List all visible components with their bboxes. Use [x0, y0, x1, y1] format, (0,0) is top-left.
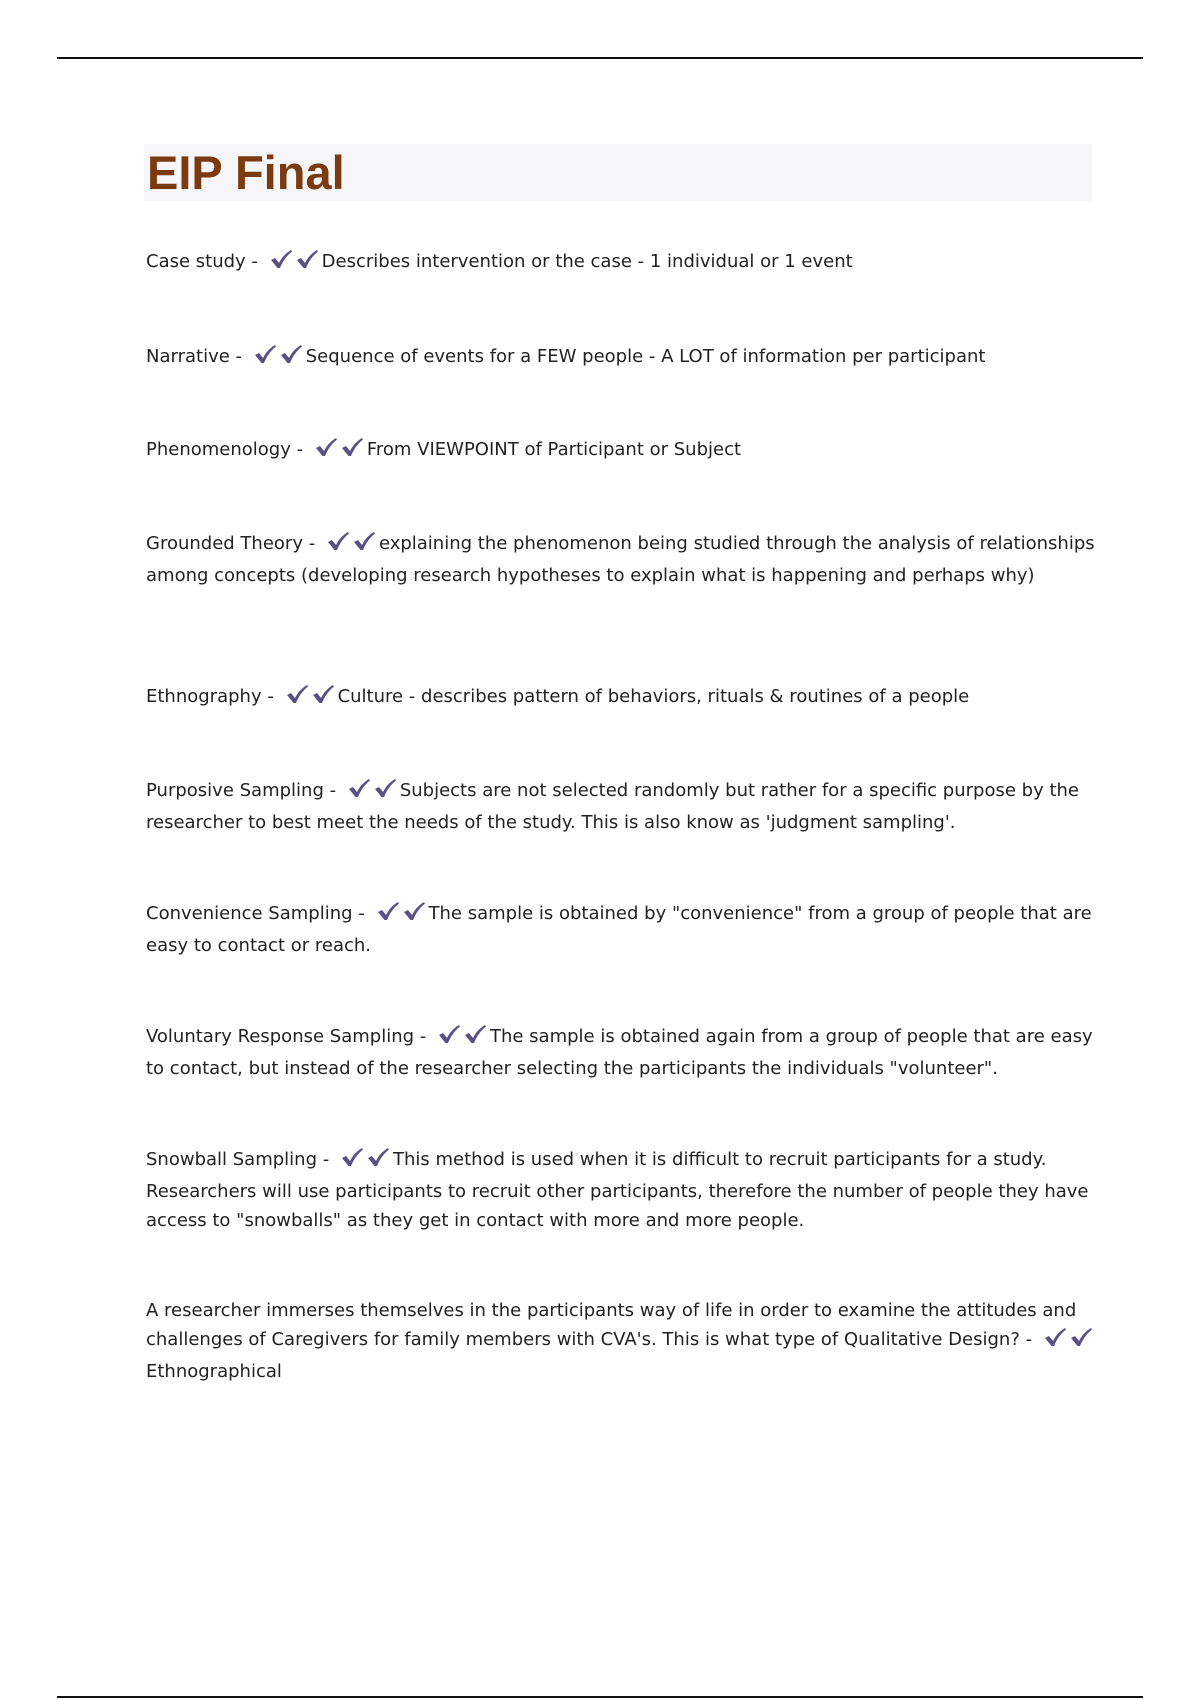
- entry-definition: explaining the phenomenon being studied through the analysis of relationships among concepts (developing research hypotheses to explain what is happening and perhaps why): [146, 533, 1095, 586]
- check-icon: [325, 530, 351, 552]
- check-icon: [310, 683, 336, 705]
- entry-definition: The sample is obtained by "convenience" from a group of people that are easy to contact or reach.: [146, 903, 1092, 956]
- entry-term: Case study: [146, 251, 246, 272]
- entry-separator: -: [323, 780, 342, 801]
- check-icon: [252, 343, 278, 365]
- double-check-icon: [268, 248, 320, 279]
- entry-definition: Ethnographical: [146, 1361, 282, 1382]
- entry-term: Narrative: [146, 346, 230, 367]
- check-icon: [278, 343, 304, 365]
- entry-separator: -: [245, 251, 264, 272]
- double-check-icon: [313, 436, 365, 467]
- check-icon: [284, 683, 310, 705]
- entry-definition: The sample is obtained again from a group of people that are easy to contact, but instead of the researcher selecting the participants the individuals "volunteer".: [146, 1026, 1093, 1079]
- entry-ethnography: [146, 682, 1096, 714]
- double-check-icon: [325, 530, 377, 561]
- entry-phenomenology: [146, 435, 1096, 467]
- entry-grounded-theory: [146, 529, 1096, 590]
- entry-separator: -: [290, 439, 309, 460]
- check-icon: [351, 530, 377, 552]
- check-icon: [339, 1146, 365, 1168]
- double-check-icon: [346, 777, 398, 808]
- double-check-icon: [1042, 1326, 1094, 1357]
- double-check-icon: [436, 1023, 488, 1054]
- bottom-rule: [57, 1696, 1143, 1698]
- check-icon: [1068, 1326, 1094, 1348]
- entry-term: A researcher immerses themselves in the participants way of life in order to examine the attitudes and challenges of Caregivers for family members with CVA's. This is what type of Qualitative Design?: [146, 1300, 1077, 1350]
- entry-case-study: [146, 247, 1096, 279]
- entry-separator: -: [352, 903, 371, 924]
- check-icon: [372, 777, 398, 799]
- entry-snowball-sampling: [146, 1145, 1096, 1235]
- entry-term: Phenomenology: [146, 439, 291, 460]
- document-title: EIP Final: [147, 146, 345, 199]
- entry-separator: -: [229, 346, 248, 367]
- entry-definition: This method is used when it is difficult to recruit participants for a study. Researchers will use participants to recruit other participants, therefore the number of people they have access to "snowballs" as they get in contact with more and more people.: [146, 1149, 1089, 1231]
- entry-definition: Sequence of events for a FEW people - A LOT of information per participant: [305, 346, 986, 367]
- check-icon: [462, 1023, 488, 1045]
- check-icon: [401, 900, 427, 922]
- entry-term: Ethnography: [146, 686, 262, 707]
- check-icon: [375, 900, 401, 922]
- entry-term: Convenience Sampling: [146, 903, 353, 924]
- entry-narrative: [146, 342, 1096, 374]
- check-icon: [313, 436, 339, 458]
- entry-separator: -: [302, 533, 321, 554]
- double-check-icon: [252, 343, 304, 374]
- check-icon: [339, 436, 365, 458]
- check-icon: [365, 1146, 391, 1168]
- top-rule: [57, 57, 1143, 59]
- entry-definition: Culture - describes pattern of behaviors, rituals & routines of a people: [337, 686, 970, 707]
- double-check-icon: [375, 900, 427, 931]
- entry-separator: -: [317, 1149, 335, 1170]
- check-icon: [294, 248, 320, 270]
- entry-separator: -: [1019, 1329, 1038, 1350]
- entry-purposive-sampling: [146, 776, 1096, 837]
- entry-question-qualitative-design: [146, 1296, 1096, 1386]
- entry-term: Purposive Sampling: [146, 780, 324, 801]
- double-check-icon: [339, 1146, 391, 1177]
- entry-term: Grounded Theory: [146, 533, 303, 554]
- double-check-icon: [284, 683, 336, 714]
- entry-term: Snowball Sampling: [146, 1149, 317, 1170]
- entry-separator: -: [261, 686, 280, 707]
- entry-definition: Subjects are not selected randomly but rather for a specific purpose by the researcher to best meet the needs of the study. This is also know as 'judgment sampling'.: [146, 780, 1079, 833]
- entry-separator: -: [414, 1026, 432, 1047]
- entry-convenience-sampling: [146, 899, 1096, 960]
- check-icon: [268, 248, 294, 270]
- entry-definition: Describes intervention or the case - 1 individual or 1 event: [321, 251, 853, 272]
- check-icon: [346, 777, 372, 799]
- entry-term: Voluntary Response Sampling: [146, 1026, 415, 1047]
- check-icon: [436, 1023, 462, 1045]
- entry-definition: From VIEWPOINT of Participant or Subject: [366, 439, 742, 460]
- entry-voluntary-response-sampling: [146, 1022, 1096, 1083]
- check-icon: [1042, 1326, 1068, 1348]
